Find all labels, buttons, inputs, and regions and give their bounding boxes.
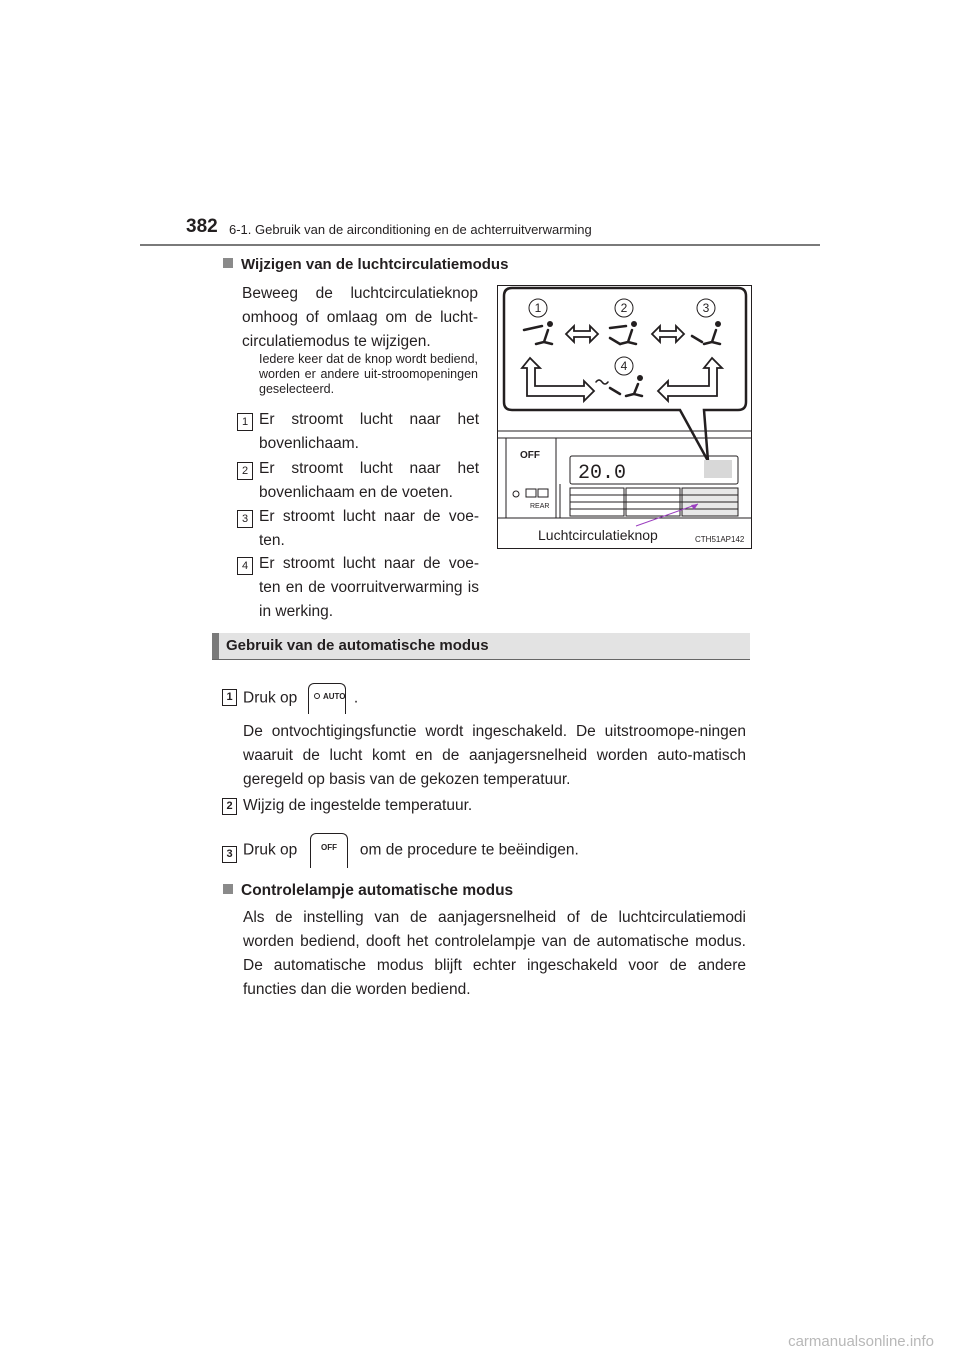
note-paragraph: Iedere keer dat de knop wordt bediend, worden er andere uit-stroomopeningen geselecteerd. [259, 352, 478, 396]
rear-label: REAR [530, 503, 550, 510]
section-heading-airflow [223, 256, 508, 273]
off-button-label: OFF [320, 843, 337, 852]
figure-code: CTH51AP142 [695, 535, 745, 544]
step-text: Druk op [243, 841, 298, 859]
section-heading-indicator [223, 879, 513, 903]
airflow-diagram [498, 286, 751, 548]
step-2-text: Wijzig de ingestelde temperatuur. [243, 797, 473, 814]
off-label: OFF [520, 450, 540, 461]
list-item: Er stroomt lucht naar de voe-ten en de voorruitverwarming is in werking. [259, 555, 479, 620]
list-item: Er stroomt lucht naar het bovenlichaam. [259, 411, 479, 452]
item-number: 3 [237, 510, 253, 528]
figure-caption-label: Luchtcirculatieknop [538, 527, 658, 543]
step-text: Druk op [243, 689, 298, 707]
step-number: 2 [222, 798, 237, 815]
mode-indicator [704, 460, 732, 478]
header-divider [140, 244, 820, 246]
auto-button-glyph [309, 684, 345, 714]
callout-number: 1 [534, 301, 542, 315]
callout-number: 3 [702, 301, 710, 315]
section-title: Gebruik van de automatische modus [226, 637, 489, 654]
auto-button-icon [308, 683, 346, 714]
off-button-icon [310, 833, 348, 868]
step-number: 3 [222, 846, 237, 863]
item-number: 2 [237, 462, 253, 480]
rear-defrost-icon [526, 489, 536, 497]
front-defrost-icon [538, 489, 548, 497]
airflow-figure [497, 285, 752, 549]
step-text-suffix: om de procedure te beëindigen. [359, 841, 579, 859]
auto-button-label: AUTO [322, 692, 345, 701]
watermark: carmanualsonline.info [788, 1333, 934, 1350]
step-1-detail: De ontvochtigingsfunctie wordt ingeschakeld. De uitstroomope-ningen waaruit de lucht komt en de aanjagersnelheid worden auto-matisch geregeld op basis van de gekozen temperatuur. [243, 723, 746, 788]
section-heading-text: Controlelampje automatische modus [241, 882, 514, 899]
callout-number: 2 [620, 301, 628, 315]
step-3-line [243, 833, 663, 868]
intro-paragraph: Beweeg de luchtcirculatieknop omhoog of omlaag om de lucht-circulatiemodus te wijzigen. [242, 285, 478, 350]
temperature-display: 20.0 [578, 462, 627, 485]
list-item: Er stroomt lucht naar de voe-ten. [259, 508, 479, 549]
step-1-line [243, 683, 543, 713]
auto-indicator [513, 491, 519, 497]
item-number: 4 [237, 557, 253, 575]
callout-number: 4 [620, 359, 628, 373]
square-bullet-icon [223, 258, 233, 268]
section-bar [212, 633, 750, 660]
step-text-suffix: . [353, 689, 359, 707]
page-number: 382 [186, 216, 218, 237]
section-heading-text: Wijzigen van de luchtcirculatiemodus [241, 256, 509, 273]
item-number: 1 [237, 413, 253, 431]
list-item: Er stroomt lucht naar het bovenlichaam en de voeten. [259, 460, 479, 501]
step-number: 1 [222, 689, 237, 706]
square-bullet-icon [223, 884, 233, 894]
indicator-paragraph: Als de instelling van de aanjagersnelheid of de luchtcirculatiemodi worden bediend, dooft het controlelampje van de automatische modus. De automatische modus blijft echter ingeschakeld voor de andere functies dan die worden bediend. [243, 909, 746, 998]
chapter-title: 6-1. Gebruik van de airconditioning en de achterruitverwarming [229, 222, 592, 237]
off-button-glyph [311, 834, 347, 868]
section-bar-accent [212, 633, 219, 659]
